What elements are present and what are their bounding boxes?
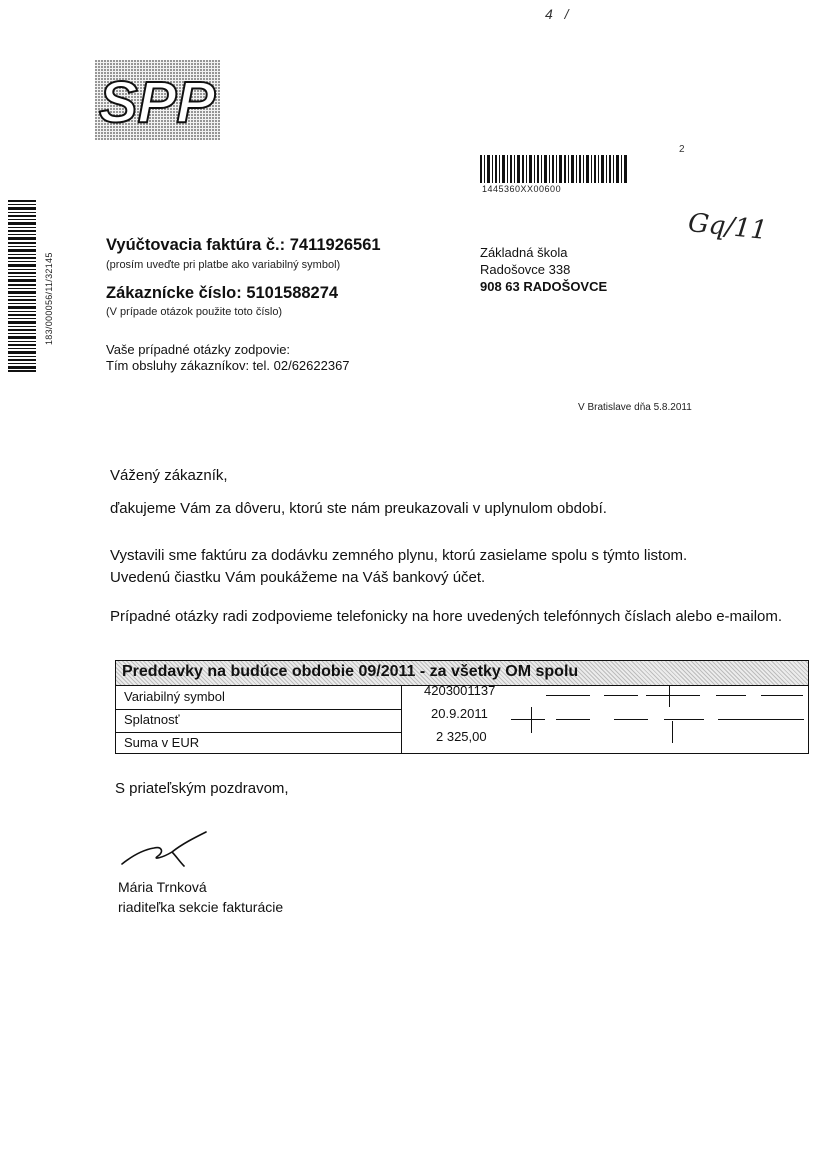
column-divider (401, 685, 402, 753)
customer-number-note: (V prípade otázok použite toto číslo) (106, 306, 283, 318)
table-dash (546, 695, 590, 696)
row-label-variable-symbol: Variabilný symbol (124, 689, 225, 704)
row-value-variable-symbol: 4203001137 (424, 683, 496, 698)
table-dash (556, 719, 590, 720)
paragraph-2-line-1: Vystavili sme faktúru za dodávku zemného plynu, ktorú zasielame spolu s týmto listom. (110, 547, 688, 564)
questions-line-2: Tím obsluhy zákazníkov: tel. 02/62622367 (106, 358, 350, 373)
table-dash (761, 695, 803, 696)
address-line-3: 908 63 RADOŠOVCE (480, 279, 608, 294)
signer-title: riaditeľka sekcie fakturácie (118, 899, 284, 915)
signer-block (118, 877, 283, 917)
table-dash (646, 695, 700, 696)
logo-text: SPP (98, 70, 216, 135)
row-divider (116, 709, 401, 710)
paragraph-2-line-2: Uvedenú čiastku Vám poukážeme na Váš bankový účet. (110, 569, 486, 586)
recipient-address (480, 244, 607, 295)
prepayment-table (115, 660, 809, 754)
table-dash (614, 719, 648, 720)
barcode-side (8, 200, 36, 372)
table-dash (511, 719, 545, 720)
barcode-side-number: 183/000056/11/32145 (44, 252, 54, 345)
signature-image (118, 830, 210, 870)
invoice-title: Vyúčtovacia faktúra č.: 7411926561 (106, 236, 381, 254)
closing: S priateľským pozdravom, (115, 780, 289, 797)
table-tick (669, 685, 670, 707)
row-value-amount: 2 325,00 (436, 729, 487, 744)
questions-line-1: Vaše prípadné otázky zodpovie: (106, 342, 291, 357)
barcode-top-number: 1445360XX00600 (482, 184, 562, 194)
invoice-title-note: (prosím uveďte pri platbe ako variabilný symbol) (106, 259, 341, 271)
table-dash (664, 719, 704, 720)
row-divider (116, 732, 401, 733)
handwritten-note: Gq/11 (686, 207, 769, 247)
page-mark: 4 / (545, 6, 573, 22)
questions-block (106, 342, 350, 374)
barcode-top (480, 155, 627, 183)
address-line-1: Základná škola (480, 245, 568, 260)
row-value-due-date: 20.9.2011 (431, 706, 488, 721)
table-tick (672, 721, 673, 743)
spp-logo (95, 60, 220, 140)
table-dash (604, 695, 638, 696)
date-line: V Bratislave dňa 5.8.2011 (578, 402, 692, 413)
paragraph-1: ďakujeme Vám za dôveru, ktorú ste nám preukazovali v uplynulom období. (110, 500, 607, 517)
address-line-2: Radošovce 338 (480, 262, 571, 277)
row-label-due-date: Splatnosť (124, 712, 180, 727)
signer-name: Mária Trnková (118, 879, 207, 895)
row-label-amount: Suma v EUR (124, 735, 200, 750)
table-dash (718, 719, 804, 720)
table-tick (531, 707, 532, 733)
customer-number: Zákaznícke číslo: 5101588274 (106, 284, 339, 302)
table-header-text: Preddavky na budúce obdobie 09/2011 - za všetky OM spolu (122, 663, 579, 680)
greeting: Vážený zákazník, (110, 467, 228, 484)
corner-number: 2 (679, 144, 685, 155)
paragraph-3: Prípadné otázky radi zodpovieme telefonicky na hore uvedených telefónnych číslach alebo e-mailom. (110, 608, 783, 625)
paragraph-2 (110, 545, 687, 589)
table-dash (716, 695, 746, 696)
